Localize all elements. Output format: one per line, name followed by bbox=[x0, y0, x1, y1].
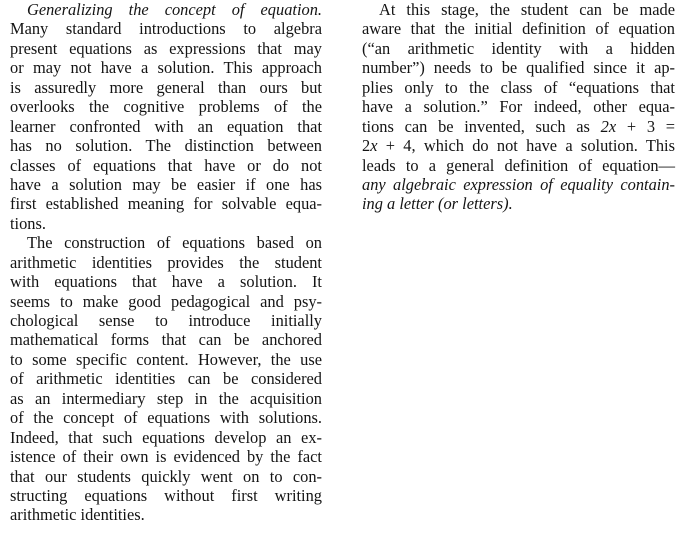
text-line bbox=[10, 78, 322, 97]
text-run: tions. bbox=[10, 213, 46, 233]
text-line bbox=[10, 253, 322, 272]
italic-text-run: Generalizing the concept of equation. bbox=[27, 0, 322, 19]
text-line bbox=[362, 19, 675, 38]
italic-text-run: x bbox=[370, 136, 378, 156]
text-run: overlooks the cognitive problems of the bbox=[10, 97, 322, 117]
text-run: chological sense to introduce initially bbox=[10, 311, 322, 330]
text-line bbox=[10, 39, 322, 58]
text-line bbox=[362, 175, 675, 194]
text-run: + 3 = bbox=[616, 116, 675, 136]
text-line bbox=[10, 194, 322, 213]
text-run: The construction of equations based on bbox=[27, 233, 322, 253]
text-run: arithmetic identities provides the student bbox=[10, 252, 322, 272]
text-line bbox=[10, 97, 322, 116]
text-line bbox=[10, 156, 322, 175]
text-run: 2 bbox=[362, 136, 371, 156]
text-line bbox=[362, 78, 675, 97]
text-run: have a solution may be easier if one has bbox=[10, 174, 322, 194]
text-line bbox=[10, 350, 322, 369]
text-line bbox=[10, 136, 322, 155]
text-line bbox=[10, 389, 322, 408]
text-run: + 4, which do not have a solution. This bbox=[377, 136, 675, 156]
text-line bbox=[10, 0, 322, 19]
text-run: classes of equations that have or do not bbox=[10, 155, 322, 175]
text-run: have a solution.” For indeed, other equa- bbox=[362, 97, 675, 117]
text-run: to some specific content. However, the use bbox=[10, 349, 322, 369]
text-line bbox=[10, 428, 322, 447]
text-run: learner confronted with an equation that bbox=[10, 116, 322, 136]
text-line bbox=[10, 175, 322, 194]
text-line bbox=[362, 156, 675, 175]
text-line bbox=[10, 408, 322, 427]
left-text-column bbox=[10, 0, 322, 525]
text-run: with equations that have a solution. It bbox=[10, 272, 322, 292]
text-line bbox=[10, 369, 322, 388]
text-run: number”) needs to be qualified since it ap- bbox=[362, 58, 675, 78]
text-line bbox=[10, 311, 322, 330]
text-line bbox=[10, 486, 322, 505]
text-run: Indeed, that such equations develop an ex- bbox=[10, 427, 322, 447]
italic-text-run: any algebraic expression of equality contain- bbox=[362, 174, 675, 194]
text-line bbox=[10, 505, 322, 524]
text-run: or may not have a solution. This approach bbox=[10, 58, 322, 78]
text-run: aware that the initial definition of equation bbox=[362, 19, 675, 39]
text-line bbox=[10, 272, 322, 291]
text-line bbox=[362, 58, 675, 77]
text-line bbox=[362, 117, 675, 136]
text-run: seems to make good pedagogical and psy- bbox=[10, 291, 322, 311]
text-run: is assuredly more general than ours but bbox=[10, 77, 322, 97]
text-run: Many standard introductions to algebra bbox=[10, 19, 322, 39]
right-text-column bbox=[362, 0, 675, 214]
italic-text-run: 2x bbox=[600, 116, 617, 136]
text-line bbox=[362, 0, 675, 19]
text-line bbox=[10, 292, 322, 311]
text-run: mathematical forms that can be anchored bbox=[10, 330, 322, 350]
text-run: as an intermediary step in the acquisition bbox=[10, 388, 322, 408]
text-run: istence of their own is evidenced by the fact bbox=[10, 447, 322, 467]
text-run: present equations as expressions that may bbox=[10, 38, 322, 58]
text-run: of the concept of equations with solutions. bbox=[10, 408, 322, 428]
text-run: has no solution. The distinction between bbox=[10, 136, 322, 156]
text-line bbox=[362, 97, 675, 116]
text-run: that our students quickly went on to con- bbox=[10, 466, 322, 486]
text-line bbox=[10, 214, 322, 233]
italic-text-run: ing a letter (or letters). bbox=[362, 194, 513, 214]
text-line bbox=[362, 194, 675, 213]
text-run: first established meaning for solvable equa- bbox=[10, 194, 322, 214]
text-run: (“an arithmetic identity with a hidden bbox=[362, 38, 675, 58]
text-run: At this stage, the student can be made bbox=[379, 0, 675, 19]
text-run: tions can be invented, such as bbox=[362, 116, 601, 136]
text-line bbox=[10, 58, 322, 77]
text-run: leads to a general definition of equation— bbox=[362, 155, 675, 175]
text-run: structing equations without first writing bbox=[10, 485, 322, 505]
text-line bbox=[10, 330, 322, 349]
text-run: arithmetic identities. bbox=[10, 505, 145, 525]
text-run: of arithmetic identities can be considered bbox=[10, 369, 322, 389]
text-line bbox=[10, 233, 322, 252]
text-line bbox=[10, 117, 322, 136]
text-line bbox=[362, 136, 675, 155]
text-line bbox=[10, 19, 322, 38]
text-line bbox=[362, 39, 675, 58]
text-line bbox=[10, 467, 322, 486]
text-line bbox=[10, 447, 322, 466]
text-run: plies only to the class of “equations that bbox=[362, 77, 675, 97]
